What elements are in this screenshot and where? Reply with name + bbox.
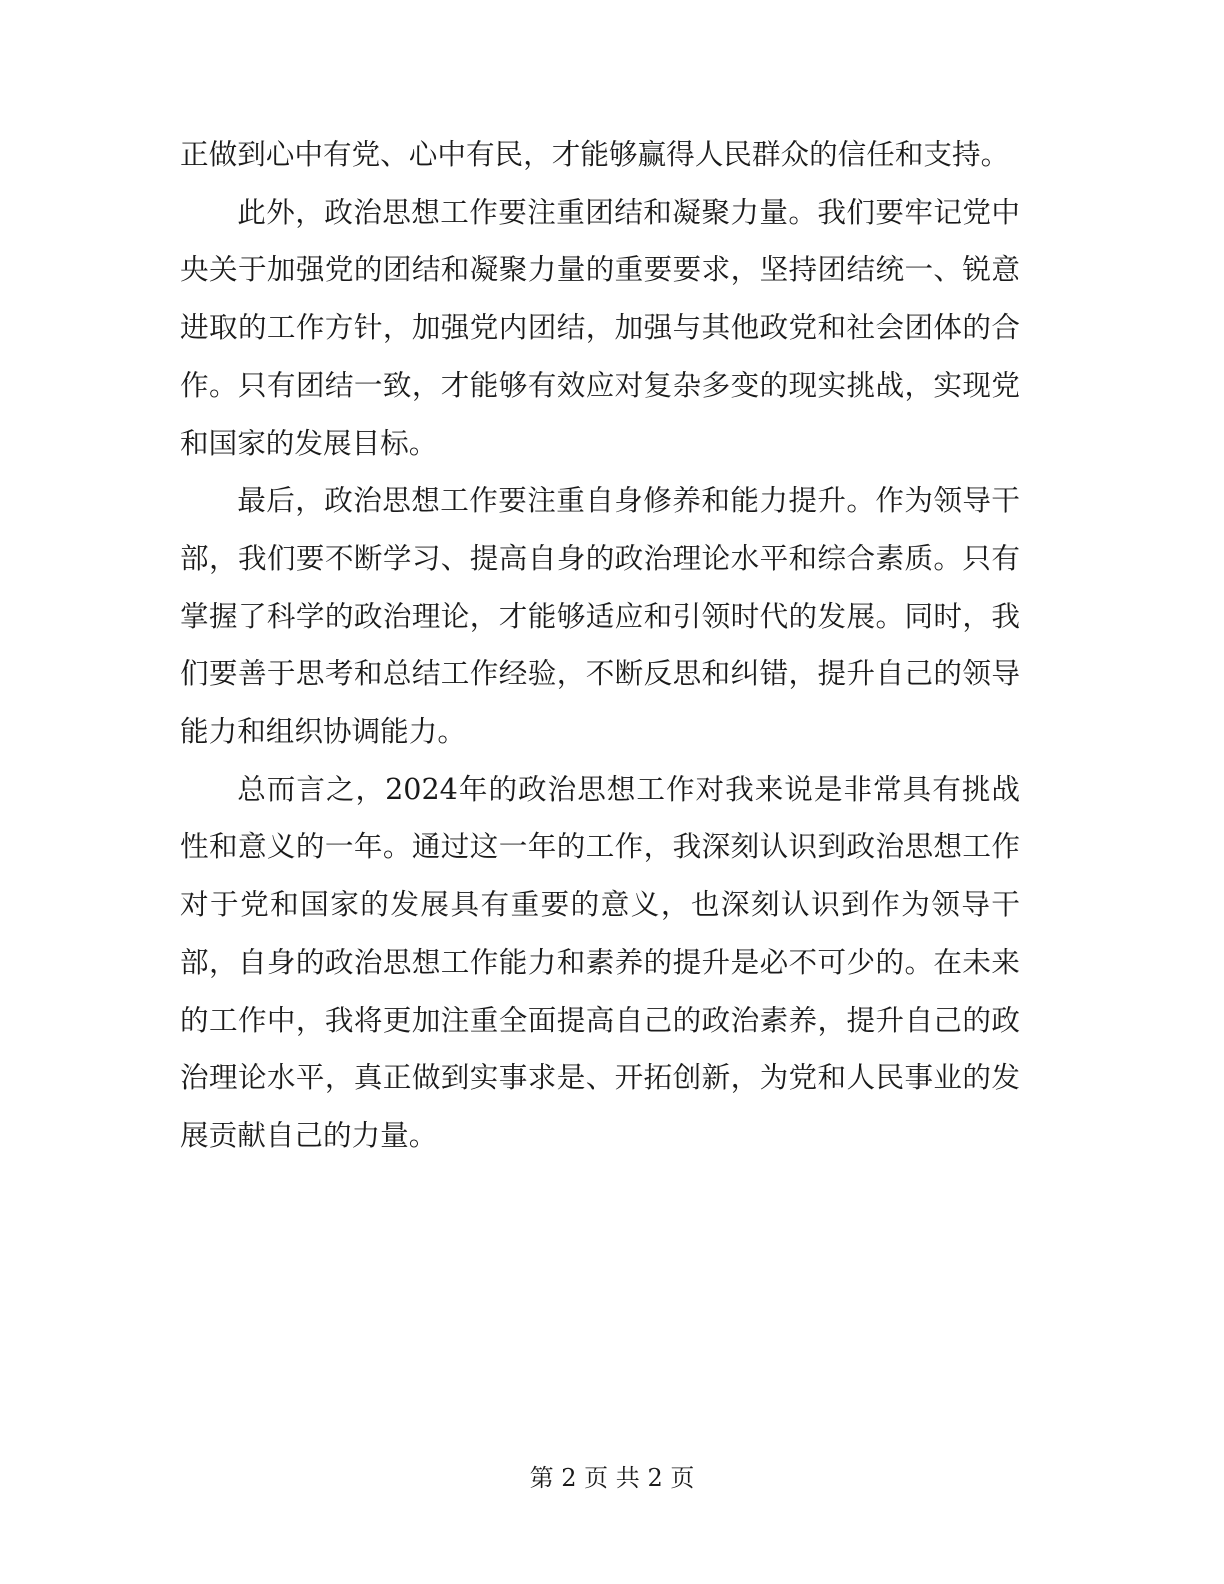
paragraph-conclusion: 总而言之，2024年的政治思想工作对我来说是非常具有挑战性和意义的一年。通过这一年的工作，我深刻认识到政治思想工作对于党和国家的发展具有重要的意义，也深刻认识到作为领导干部，自身的政治思想工作能力和素养的提升是必不可少的。在未来的工作中，我将更加注重全面提高自己的政治素养，提升自己的政治理论水平，真正做到实事求是、开拓创新，为党和人民事业的发展贡献自己的力量。 — [180, 771, 1020, 1152]
paragraph-self-improvement: 最后，政治思想工作要注重自身修养和能力提升。作为领导干部，我们要不断学习、提高自身的政治理论水平和综合素质。只有掌握了科学的政治理论，才能够适应和引领时代的发展。同时，我们要善于思考和总结工作经验，不断反思和纠错，提升自己的领导能力和组织协调能力。 — [180, 483, 1020, 749]
page-footer — [0, 1462, 1224, 1494]
page-number-label: 第 2 页 共 2 页 — [529, 1464, 695, 1492]
paragraph-continuation: 正做到心中有党、心中有民，才能够赢得人民群众的信任和支持。 — [180, 137, 1010, 171]
paragraph-unity: 此外，政治思想工作要注重团结和凝聚力量。我们要牢记党中央关于加强党的团结和凝聚力量的重要要求，坚持团结统一、锐意进取的工作方针，加强党内团结，加强与其他政党和社会团体的合作。只有团结一致，才能够有效应对复杂多变的现实挑战，实现党和国家的发展目标。 — [180, 194, 1020, 460]
document-body — [180, 126, 1020, 1165]
